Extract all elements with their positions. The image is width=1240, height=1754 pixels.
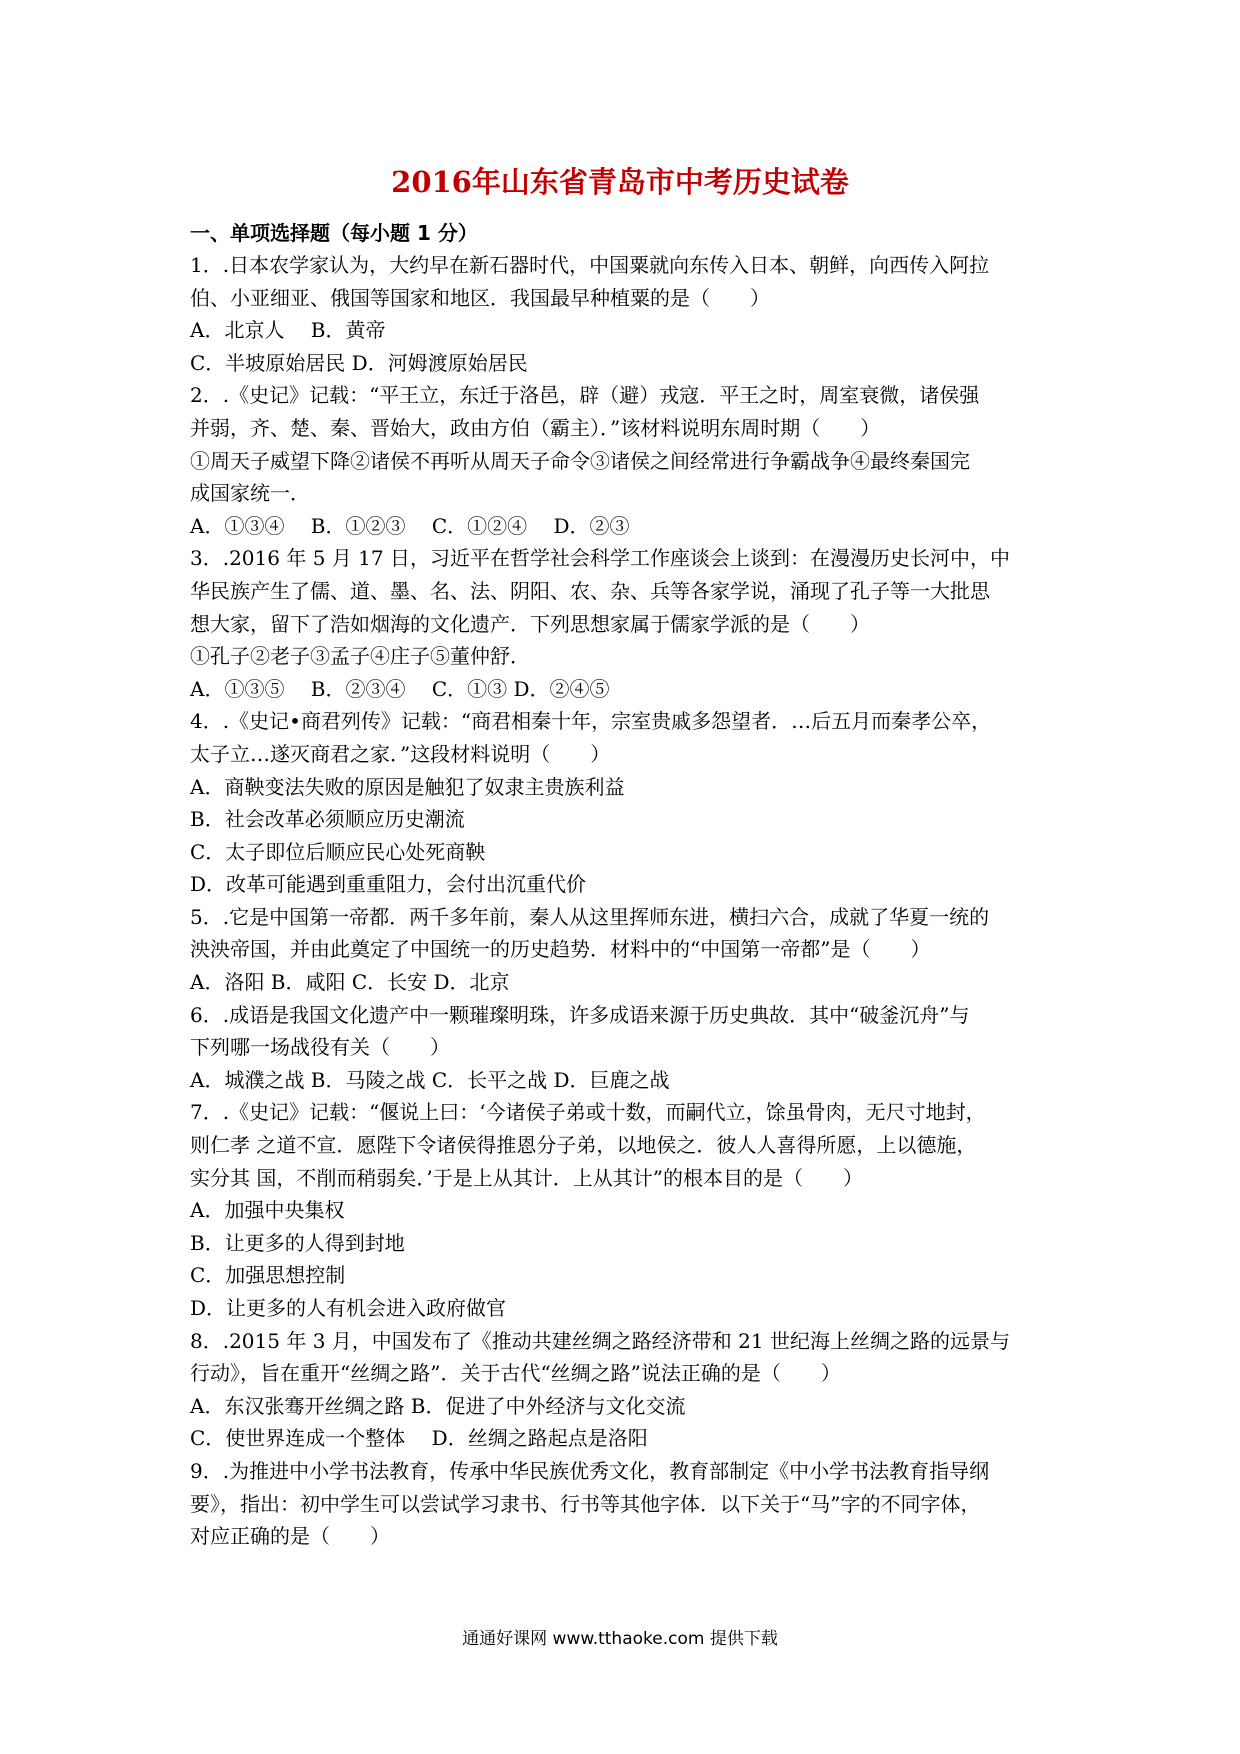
text-line: 下列哪一场战役有关（ ） xyxy=(190,1035,450,1060)
text-line: A．北京人 B．黄帝 xyxy=(190,318,386,343)
text-line: 9．.为推进中小学书法教育，传承中华民族优秀文化，教育部制定《中小学书法教育指导纲 xyxy=(190,1458,990,1483)
page-footer: 通通好课网 www.tthaoke.com 提供下载 xyxy=(462,1629,778,1649)
text-line: 太子立…遂灭商君之家．”这段材料说明（ ） xyxy=(190,741,611,766)
text-line: A．①③⑤ B．②③④ C．①③ D．②④⑤ xyxy=(190,676,610,701)
page-title: 2016年山东省青岛市中考历史试卷 xyxy=(391,165,849,199)
text-line: A．加强中央集权 xyxy=(190,1198,345,1223)
text-line: 则仁孝 之道不宣．愿陛下令诸侯得推恩分子弟，以地侯之．彼人人喜得所愿，上以德施， xyxy=(190,1133,977,1158)
text-line: A．城濮之战 B．马陵之战 C．长平之战 D．巨鹿之战 xyxy=(190,1067,670,1092)
question-lines xyxy=(190,249,1070,1553)
text-line: 1．.日本农学家认为，大约早在新石器时代，中国粟就向东传入日本、朝鲜，向西传入阿拉 xyxy=(190,253,990,277)
text-line: 成国家统一． xyxy=(190,481,310,506)
section-heading: 一、单项选择题（每小题 1 分） xyxy=(190,221,478,245)
text-line: 对应正确的是（ ） xyxy=(190,1524,390,1549)
text-line: 华民族产生了儒、道、墨、名、法、阴阳、农、杂、兵等各家学说，涌现了孔子等一大批思 xyxy=(190,578,990,603)
text-line: 泱泱帝国，并由此奠定了中国统一的历史趋势．材料中的“中国第一帝都”是（ ） xyxy=(190,937,931,962)
text-line: B．社会改革必须顺应历史潮流 xyxy=(190,807,465,832)
text-line: A．①③④ B．①②③ C．①②④ D．②③ xyxy=(190,513,630,538)
text-line: C．加强思想控制 xyxy=(190,1263,346,1288)
text-line: A．洛阳 B．咸阳 C．长安 D．北京 xyxy=(190,970,510,995)
text-line: 行动》，旨在重开“丝绸之路”．关于古代“丝绸之路”说法正确的是（ ） xyxy=(190,1361,841,1386)
text-line: B．让更多的人得到封地 xyxy=(190,1230,405,1255)
text-line: 伯、小亚细亚、俄国等国家和地区．我国最早种植粟的是（ ） xyxy=(190,285,770,310)
text-line: D．改革可能遇到重重阻力，会付出沉重代价 xyxy=(190,872,587,897)
text-line: 2．.《史记》记载：“平王立，东迁于洛邑，辟（避）戎寇．平王之时，周室衰微，诸侯强 xyxy=(190,383,980,408)
text-line: 要》，指出：初中学生可以尝试学习隶书、行书等其他字体．以下关于“马”字的不同字体， xyxy=(190,1491,981,1516)
text-line: 8．.2015 年 3 月，中国发布了《推动共建丝绸之路经济带和 21 世纪海上丝绸之路的远景与 xyxy=(190,1328,1010,1353)
text-line: 7．.《史记》记载：“偃说上曰：‘今诸侯子弟或十数，而嗣代立，馀虽骨肉，无尺寸地封， xyxy=(190,1100,986,1125)
text-line: 3．.2016 年 5 月 17 日，习近平在哲学社会科学工作座谈会上谈到：在漫漫历史长河中，中 xyxy=(190,546,1010,571)
text-line: 实分其 国，不削而稍弱矣．’于是上从其计．上从其计”的根本目的是（ ） xyxy=(190,1165,863,1190)
text-line: 5．.它是中国第一帝都．两千多年前，秦人从这里挥师东进，横扫六合，成就了华夏一统的 xyxy=(190,904,990,929)
text-line: ①周天子威望下降②诸侯不再听从周天子命令③诸侯之间经常进行争霸战争④最终秦国完 xyxy=(190,448,970,473)
text-line: 4．.《史记•商君列传》记载：“商君相秦十年，宗室贵戚多怨望者．…后五月而秦孝公卒， xyxy=(190,709,992,734)
text-line: C．半坡原始居民 D．河姆渡原始居民 xyxy=(190,350,528,375)
text-line: 想大家，留下了浩如烟海的文化遗产．下列思想家属于儒家学派的是（ ） xyxy=(190,611,870,636)
question-body xyxy=(190,218,1070,1553)
text-line: 并弱，齐、楚、秦、晋始大，政由方伯（霸主）．”该材料说明东周时期（ ） xyxy=(190,415,881,440)
text-line: 6．.成语是我国文化遗产中一颗璀璨明珠，许多成语来源于历史典故．其中“破釜沉舟”与 xyxy=(190,1002,970,1027)
text-line: D．让更多的人有机会进入政府做官 xyxy=(190,1296,507,1320)
text-line: C．使世界连成一个整体 D．丝绸之路起点是洛阳 xyxy=(190,1426,648,1451)
text-line: A．东汉张骞开丝绸之路 B．促进了中外经济与文化交流 xyxy=(190,1393,686,1418)
text-line: A．商鞅变法失败的原因是触犯了奴隶主贵族利益 xyxy=(190,774,625,799)
text-line: ①孔子②老子③孟子④庄子⑤董仲舒． xyxy=(190,644,530,669)
text-line: C．太子即位后顺应民心处死商鞅 xyxy=(190,839,486,864)
